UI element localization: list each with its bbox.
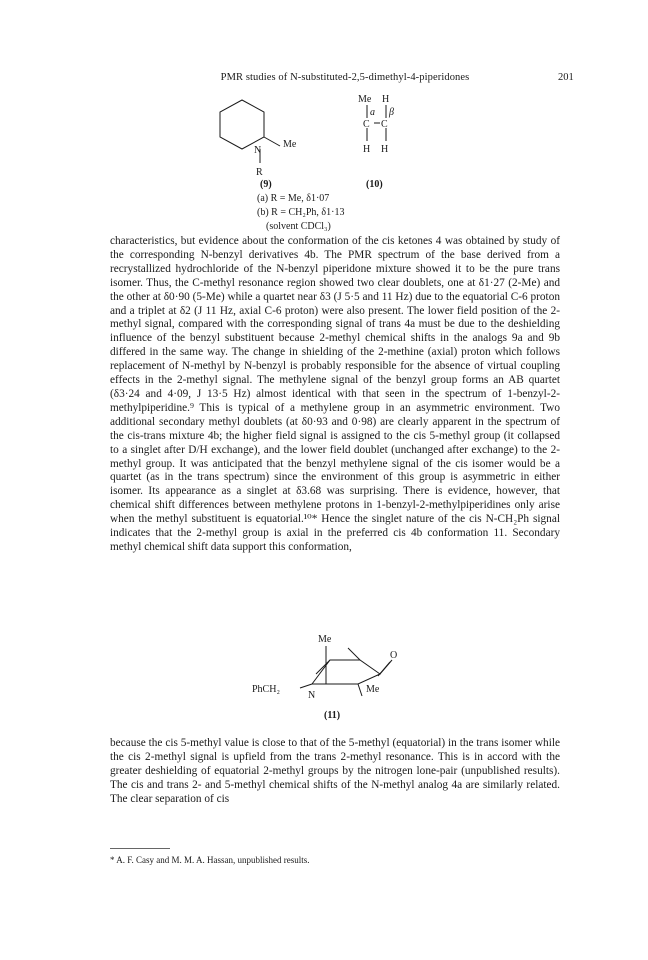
- structure-11-oxygen: O: [390, 650, 398, 661]
- structure-figure-11: [230, 630, 430, 722]
- structure-9-r: R: [256, 167, 263, 178]
- structure-10-alpha: a: [370, 107, 375, 118]
- structure-figure-9-10: [160, 90, 500, 255]
- paragraph-text: because the cis 5-methyl value is close to that of the 5-methyl (equatorial) in the trans isomer while the cis 2-methyl signal is upfield from the trans 2-methyl resonance. This is in accord with the greater deshielding of equatorial 2-methyl groups by the nitrogen lone-pair (unpublished results). The cis and trans 2- and 5-methyl chemical shifts of the N-methyl analog 4a are similarly related. The clear separation of cis: [110, 737, 560, 805]
- structure-11-benzyl: PhCH₂: [252, 684, 280, 695]
- structure-9-ring: [220, 100, 280, 163]
- structure-11-nitrogen: N: [308, 690, 316, 701]
- structure-10-me: Me: [358, 94, 372, 105]
- structure-10-h2: H: [381, 144, 389, 155]
- legend-b: (b) R = CH₂Ph, δ1·13: [257, 207, 345, 218]
- body-paragraph-1: [110, 235, 560, 555]
- structure-9-me: Me: [283, 139, 297, 150]
- legend-solvent: (solvent CDCl₃): [266, 221, 331, 232]
- structure-9-number: (9): [260, 179, 272, 190]
- structure-10-h1: H: [363, 144, 371, 155]
- structure-10-c1: C: [363, 119, 370, 130]
- page-number: 201: [558, 72, 574, 83]
- structure-11-number: (11): [324, 710, 341, 721]
- structure-10-c2: C: [381, 119, 388, 130]
- structure-11-drawing: [230, 630, 430, 722]
- structure-11-me-right: Me: [366, 684, 380, 695]
- body-paragraph-2: [110, 737, 560, 807]
- structure-10-number: (10): [366, 179, 383, 190]
- structure-9-n: N: [254, 145, 262, 156]
- structure-10-h-top: H: [382, 94, 390, 105]
- running-title: PMR studies of N-substituted-2,5-dimethyl-4-piperidones: [220, 72, 470, 83]
- footnote-rule: [110, 848, 170, 849]
- paragraph-text: characteristics, but evidence about the conformation of the cis ketones 4 was obtained by study of the corresponding N-benzyl derivatives 4b. The PMR spectrum of the base derived from a recrystallized hydrochloride of the N-benzyl piperidone mixture showed it to be the pure trans isomer. Thus, the C-methyl resonance region showed two clear doublets, one at δ1·27 (2-Me) and the other at δ0·90 (5-Me) while a quartet near δ3 (J 5·5 and 11 Hz) due to the equatorial C-6 proton and a triplet at δ2 (J 11 Hz, axial C-6 proton) were also present. The lower field position of the 2-methyl signal, compared with the corresponding signal of trans 4a must be due to the deshielding influence of the benzyl substituent because 2-methyl chemical shifts in the analogs 9a and 9b differed in the same way. The change in shielding of the 2-methine (axial) proton which follows replacement of N-methyl by N-benzyl is probably responsible for the absence of virtual coupling effects in the 2-methyl signal. The methylene signal of the benzyl group forms an AB quartet (δ3·24 and 4·09, J 13·5 Hz) almost identical with that seen in the spectrum of 1-benzyl-2-methylpiperidine.⁹ This is typical of a methylene group in an asymmetric environment. Two additional secondary methyl doublets (at δ0·93 and 0·98) are clearly apparent in the spectrum of the cis-trans mixture 4b; the higher field signal is assigned to the cis 5-methyl group (it collapsed to a singlet after D/H exchange), and the lower field doublet (unchanged after exchange) to the 2-methyl group. It was anticipated that the benzyl methylene signal of the cis isomer would be a quartet (as in the trans spectrum) since the environment of this group is asymmetric in either isomer. Its appearance as a singlet at δ3.68 was surprising. There is evidence, however, that chemical shift differences between methylene protons in 1-benzyl-2-methylpiperidines only arise when the methyl substituent is equatorial.¹⁰* Hence the singlet nature of the cis N-CH₂Ph signal indicates that the 2-methyl group is axial in the preferred cis 4b conformation 11. Secondary methyl chemical shift data support this conformation,: [110, 235, 560, 553]
- footnote: * A. F. Casy and M. M. A. Hassan, unpublished results.: [110, 855, 310, 865]
- legend-a: (a) R = Me, δ1·07: [257, 193, 330, 204]
- structure-11-me-top: Me: [318, 634, 332, 645]
- structure-10-beta: β: [389, 107, 394, 118]
